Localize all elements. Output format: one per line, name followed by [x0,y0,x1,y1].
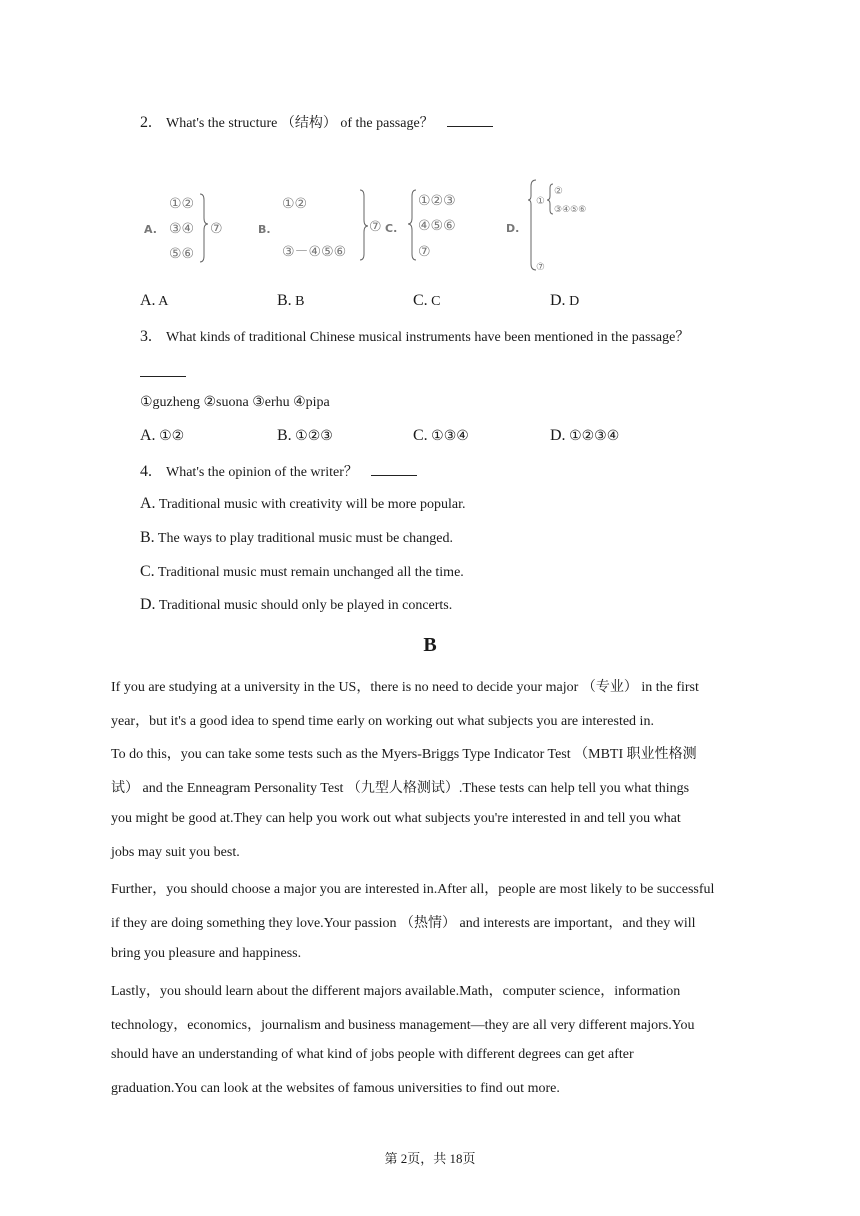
option-letter: C. [140,563,155,580]
passage-line: To do this，you can take some tests such as the Myers-Briggs Type Indicator Test （MBTI 职业性格测 [111,747,697,762]
option-text: B [295,294,305,309]
diagram-d-left: ① [536,196,545,207]
diagram-a-row-3: ⑤⑥ [169,246,195,262]
option-letter: C. [413,292,428,309]
option-text: Traditional music must remain unchanged all the time. [157,565,464,580]
question-text: What kinds of traditional Chinese musical instruments have been mentioned in the passage？ [166,330,690,345]
option-letter: A. [140,427,156,444]
question-number: 2. [140,114,152,131]
option-letter: B. [140,529,155,546]
diagram-a-right: ⑦ [210,221,223,237]
passage-line: jobs may suit you best. [111,845,240,860]
q3-option-d[interactable] [550,427,619,445]
q2-option-a[interactable] [140,292,168,310]
option-letter: C. [413,427,428,444]
q4-option-d[interactable] [140,596,452,614]
option-text: ①②③ [295,429,333,444]
option-text: C [431,294,441,309]
q3-option-a[interactable] [140,427,184,445]
q2-option-c[interactable] [413,292,441,310]
diagram-b-brace [360,190,368,260]
passage-line: should have an understanding of what kind of jobs people with different degrees can get after [111,1047,634,1062]
q4-option-a[interactable] [140,495,465,513]
question-number: 3. [140,328,152,345]
answer-blank[interactable] [371,463,417,476]
passage-line: if they are doing something they love.Your passion （热情） and interests are important，and they will [111,916,696,931]
diagram-d-outer-brace [528,180,536,270]
question-4 [140,461,417,481]
question-text: What's the structure （结构） of the passage？ [166,116,434,131]
option-text: D [569,294,580,309]
option-letter: D. [550,427,566,444]
answer-blank[interactable] [447,114,493,127]
diagram-d-bottom: ⑦ [536,262,545,273]
q2-option-b[interactable] [277,292,305,310]
passage-line: graduation.You can look at the websites of famous universities to find out more. [111,1081,560,1096]
diagram-b-row-1: ①② [282,196,308,212]
option-text: Traditional music with creativity will be more popular. [158,497,466,512]
diagram-c-label: C. [385,222,398,235]
passage-line: technology，economics，journalism and business management—they are all very different majors.You [111,1018,695,1033]
diagram-d-row-1: ② [554,186,563,197]
q3-option-c[interactable] [413,427,469,445]
diagram-c-row-1: ①②③ [418,193,456,209]
option-letter: D. [550,292,566,309]
q3-option-b[interactable] [277,427,333,445]
option-text: The ways to play traditional music must be changed. [157,531,454,546]
passage-line: Lastly，you should learn about the different majors available.Math，computer science，information [111,984,681,999]
q4-option-b[interactable] [140,529,453,547]
diagram-c-row-2: ④⑤⑥ [418,218,456,234]
q3-items: ①guzheng ②suona ③erhu ④pipa [140,395,330,410]
q4-option-c[interactable] [140,563,464,581]
option-letter: D. [140,596,156,613]
diagram-d-label: D. [506,222,520,235]
option-letter: A. [140,495,156,512]
diagram-c-row-3: ⑦ [418,244,431,260]
passage-line: you might be good at.They can help you work out what subjects you're interested in and tell you what [111,811,681,826]
question-text: What's the opinion of the writer？ [166,465,358,480]
answer-blank[interactable] [140,364,186,382]
diagram-b-row-2: ③－④⑤⑥ [282,244,347,260]
diagram-a-brace [200,194,208,262]
section-heading: B [423,634,437,656]
option-letter: B. [277,427,292,444]
q2-option-d[interactable] [550,292,579,310]
question-2 [140,112,493,132]
option-text: ①②③④ [569,429,620,444]
passage-line: year，but it's a good idea to spend time early on working out what subjects you are interested in. [111,714,654,729]
question-number: 4. [140,463,152,480]
option-text: Traditional music should only be played in concerts. [158,598,453,613]
passage-line: bring you pleasure and happiness. [111,946,302,961]
diagram-b-label: B. [258,223,271,236]
option-text: A [158,294,169,309]
diagram-a-label: A. [144,223,157,236]
diagram-a-row-1: ①② [169,196,195,212]
diagram-b-right: ⑦ [369,219,382,235]
question-3 [140,326,689,346]
diagram-a-row-2: ③④ [169,221,195,237]
passage-line: If you are studying at a university in the US，there is no need to decide your major （专业） in the first [111,680,699,695]
option-letter: A. [140,292,156,309]
diagram-d-row-2: ③④⑤⑥ [554,205,587,215]
page-footer: 第 2页，共 18页 [384,1151,476,1166]
passage-line: Further，you should choose a major you are interested in.After all，people are most likely to be successful [111,882,715,897]
option-text: ①③④ [431,429,469,444]
passage-line: 试） and the Enneagram Personality Test （九型人格测试）.These tests can help tell you what things [111,781,690,796]
structure-diagram [140,176,620,278]
diagram-c-brace [408,190,416,260]
diagram-d-inner-brace [547,184,553,214]
option-text: ①② [159,429,185,444]
option-letter: B. [277,292,292,309]
